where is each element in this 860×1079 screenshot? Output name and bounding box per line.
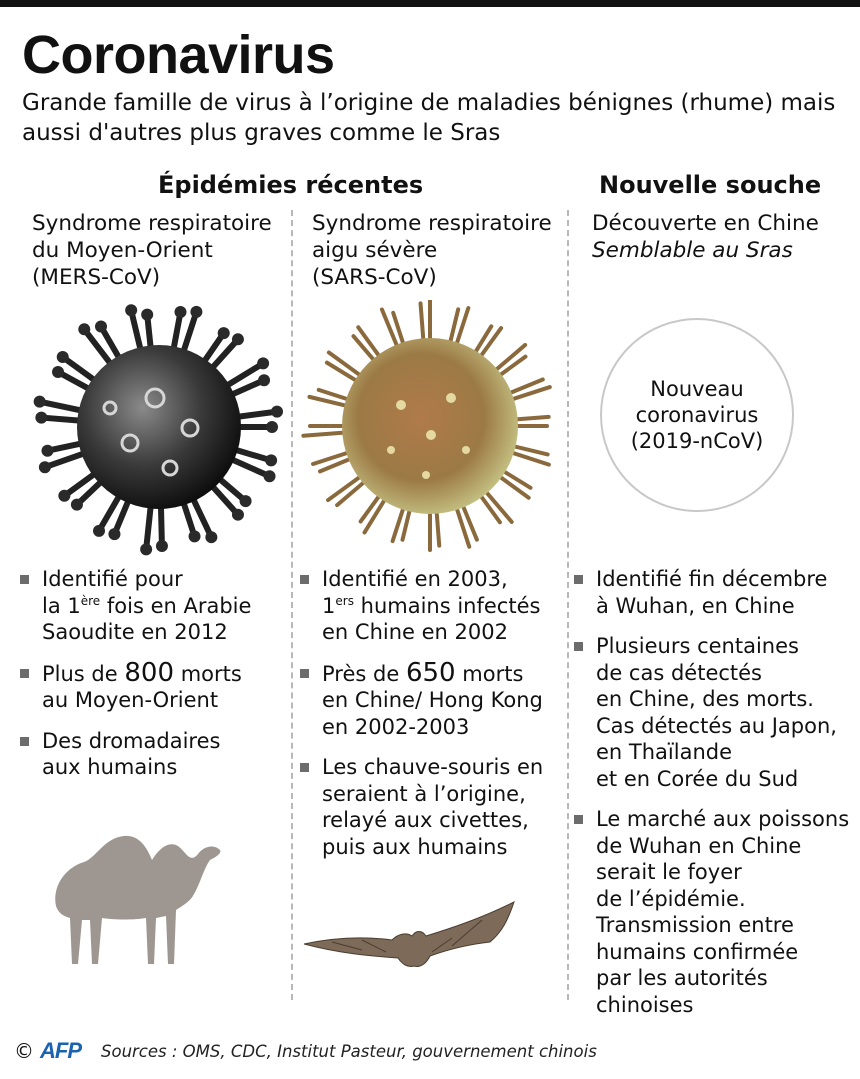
bullet-text: aux humains <box>42 755 178 779</box>
page-title: Coronavirus <box>22 25 335 85</box>
bullet-text: seraient à l’origine, <box>322 781 526 806</box>
section-heading-recent: Épidémies récentes <box>158 171 424 199</box>
bullet-square-icon <box>300 575 309 584</box>
list-item <box>20 566 282 646</box>
bat-icon <box>302 898 520 978</box>
new-coronavirus-circle <box>600 318 794 512</box>
sources-text: Sources : OMS, CDC, Institut Pasteur, gouvernement chinois <box>101 1041 597 1061</box>
bullet-text: morts <box>462 661 524 686</box>
bullet-square-icon <box>20 737 29 746</box>
mers-virus-icon <box>30 298 288 556</box>
bullet-text: au Moyen-Orient <box>42 688 219 712</box>
bullet-text: morts <box>180 661 242 686</box>
bullet-text: Plusieurs centaines <box>596 634 799 658</box>
bullet-text: Plus de <box>42 661 118 686</box>
sars-title-line: Syndrome respiratoire <box>312 211 552 236</box>
copyright-symbol: © <box>14 1039 34 1063</box>
list-item <box>20 728 282 781</box>
bullet-text: humains infectés <box>360 593 541 618</box>
list-item <box>574 566 856 619</box>
bullet-text: Près de <box>322 661 400 686</box>
list-item <box>20 657 282 714</box>
bullet-text: chinoises <box>596 992 694 1017</box>
bullet-text: en Chine, des morts. <box>596 687 814 711</box>
bullet-square-icon <box>20 575 29 584</box>
bullet-square-icon <box>20 669 29 678</box>
ncov-column-title <box>592 210 819 264</box>
bullet-text: Cas détectés au Japon, <box>596 713 837 738</box>
mers-title-line: du Moyen-Orient <box>32 238 213 263</box>
footer <box>14 1037 597 1065</box>
bullet-text: puis aux humains <box>322 834 508 859</box>
bullet-text: en Chine/ Hong Kong <box>322 688 543 712</box>
section-heading-new: Nouvelle souche <box>599 171 822 199</box>
list-item <box>300 566 564 646</box>
bullet-text: relayé aux civettes, <box>322 808 529 832</box>
list-item <box>300 754 564 860</box>
bullet-text: Identifié en 2003, <box>322 567 508 591</box>
camel-icon <box>44 828 226 970</box>
bullet-text: Le marché aux poissons <box>596 807 850 831</box>
sars-title-line: (SARS-CoV) <box>312 265 437 290</box>
bullet-text: Saoudite en 2012 <box>42 620 228 644</box>
death-count: 650 <box>405 657 456 688</box>
list-item <box>300 657 564 741</box>
bullet-square-icon <box>574 575 583 584</box>
bullet-square-icon <box>574 642 583 651</box>
page-subtitle: Grande famille de virus à l’origine de maladies bénignes (rhume) mais aussi d'autres plus graves comme le Sras <box>22 90 836 146</box>
sars-bullet-list <box>300 566 564 874</box>
bullet-text: par les autorités <box>596 966 768 990</box>
bullet-text: Identifié pour <box>42 567 183 591</box>
mers-title-line: Syndrome respiratoire <box>32 211 272 236</box>
bullet-text: fois en Arabie <box>106 593 252 618</box>
bullet-text: Des dromadaires <box>42 728 221 753</box>
column-divider <box>567 210 569 1000</box>
list-item <box>574 806 856 1018</box>
ncov-title-line: Découverte en Chine <box>592 211 819 236</box>
bullet-square-icon <box>300 669 309 678</box>
mers-column-title <box>32 210 272 291</box>
bullet-text: la 1 <box>42 593 81 618</box>
bullet-text: de l’épidémie. <box>596 886 746 911</box>
column-divider <box>291 210 293 1000</box>
superscript: ers <box>335 593 354 608</box>
list-item <box>574 633 856 792</box>
bullet-text: serait le foyer <box>596 860 742 884</box>
afp-logo: AFP <box>40 1038 81 1063</box>
sars-title-line: aigu sévère <box>312 238 438 263</box>
bullet-square-icon <box>300 763 309 772</box>
sars-virus-icon <box>296 300 564 552</box>
bullet-text: et en Corée du Sud <box>596 766 799 791</box>
bullet-text: à Wuhan, en Chine <box>596 593 795 618</box>
bullet-text: Transmission entre <box>596 913 794 937</box>
bullet-text: de Wuhan en Chine <box>596 833 802 858</box>
sars-column-title <box>312 210 552 291</box>
ncov-bullet-list <box>574 566 856 1032</box>
bullet-text: de cas détectés <box>596 660 763 685</box>
bullet-text: en Chine en 2002 <box>322 620 508 644</box>
bullet-text: 1 <box>322 593 336 618</box>
bullet-square-icon <box>574 815 583 824</box>
bullet-text: Identifié fin décembre <box>596 567 828 591</box>
death-count: 800 <box>124 657 175 688</box>
bullet-text: humains confirmée <box>596 939 799 964</box>
circle-label-line: Nouveau <box>650 377 744 401</box>
mers-bullet-list <box>20 566 282 795</box>
ncov-title-italic: Semblable au Sras <box>592 238 793 263</box>
mers-title-line: (MERS-CoV) <box>32 265 161 290</box>
top-bar <box>0 0 860 7</box>
bullet-text: en Thaïlande <box>596 740 733 764</box>
circle-label-line: (2019-nCoV) <box>630 429 764 453</box>
bullet-text: Les chauve-souris en <box>322 755 544 779</box>
bullet-text: en 2002-2003 <box>322 714 470 739</box>
superscript: ère <box>80 593 101 608</box>
circle-label-line: coronavirus <box>635 403 759 427</box>
